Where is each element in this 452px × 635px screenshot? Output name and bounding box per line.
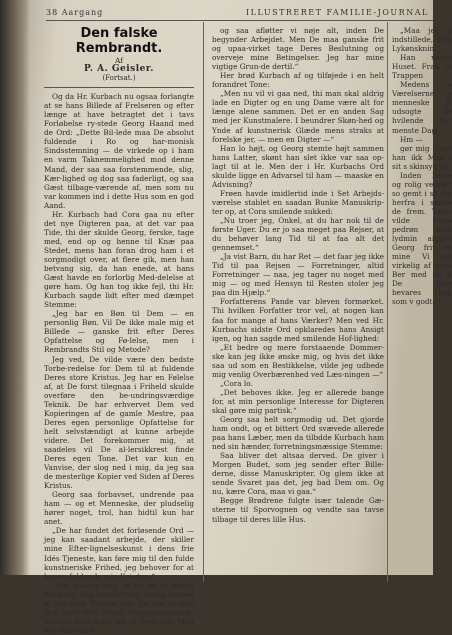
paragraph: „De har fundet det forløsende Ord — jeg kan saadant arbejde, der skiller mine Efter-lignelseskunst i dens frie Idés Tjeneste, kan føre mig til den fulde kunstneriske Frihed, jeg behover for at kunne fuldende min Kri-stus.“	[44, 526, 194, 581]
paragraph: „Men nu vil vi gaa ned, thi man skal aldrig lade en Digter og en ung Dame være alt for længe alene sammen. Det er en anden Sag med jer Kunstmalere. I beundrer Skøn-hed og Ynde af kunstnerisk Glæde mens straks at forelske jer, — men en Digter —“	[212, 89, 384, 144]
column-divider	[203, 22, 204, 582]
masthead-title: ILLUSTRERET FAMILIE-JOURNAL	[246, 8, 429, 17]
paragraph: „Cora lo.	[220, 378, 253, 388]
article-author: P. A. Geisler.	[84, 64, 154, 75]
paragraph: „Jeg har en Bøn til Dem — en personlig Bøn. Vil De ikke male mig et Billede — ganske frit efter Deres Opfattelse og Fø-lelse, men i Rembrandts Stil og Metode?	[44, 309, 194, 355]
paragraph: „Det behoves ikke. Jeg er allerede bange for, at min personlige Interesse for Digteren skal gøre mig partisk.“	[212, 387, 384, 415]
paragraph: Han lo højt, og Georg stemte højt sammen hans Latter, skønt han slet ikke var saa op-lagt til at le. Men der i Hr. Kurbachs Ord skulde ligge en Advarsel til ham — maaske en Advisning?	[212, 143, 384, 189]
paragraph: „Maa jeg c indstillede, elsk Lykønsknin	[392, 26, 452, 54]
paragraph: Han vendt Huset. Fran til Trappen	[392, 53, 452, 81]
paragraph: „Et bedre og mere forstaaende Dommer-ske kan jeg ikke ønske mig, og hvis det ikke saa ud som en Bestikkelse, vilde jeg udbede mig venlig Overbærenhed ved Læs-ningen —“	[212, 342, 384, 379]
paragraph: Forfatterens Pande var bleven formørket. Thi hvilken Forfatter tror vel, at nogen kan faa for mange af hans Værker? Men ved Hr. Kurbachs sidste Ord opklaredes hans Ansigt igen, og han sagde med smilende Hof-lighed:	[212, 297, 384, 343]
column-3-cropped	[392, 26, 452, 306]
article-title: Den falske Rembrandt.	[75, 26, 163, 56]
paragraph: Inden Rejse og rolig venner, so gemt i sit Og herfra i sønde de frem. Tank- vilde være pedrøn maa lydmin aigjørt Georg frit ra mine Vi sig virkelig af hans Ber med de g De Nær bevares Ting, som v godt.	[392, 170, 452, 307]
paragraph: Hr. Kurbach had Cora gaa nu efter det nye Digteren paa, at det var paa Tide, thi der skulde Georg, ferske, tage med, end op og henne til Knæ paa Stedet, mens han foran drog ham i et sorgmodigt over, at flere gik, men han betvang sig, da han enede, at hans Gæst havde en forlorlig Med-delelse at gøre ham. Og han tog ikke fejl, thi Hr. Kurbach sagde lidt efter med dæmpet Stemme:	[44, 209, 194, 310]
article-byline: Af	[114, 56, 124, 65]
book-spine-shadow	[0, 0, 30, 575]
paragraph: Frøen havde imidlertid inde i Set Arbejds-værelse stablet en saadan Bunke Manuskrip-ter op, at Cora smilende sukked:	[212, 188, 384, 216]
paragraph: Og da Hr. Kurbach nu ogsaa forlangte at se hans Billede af Frelseren og efter længe at have betragtet det i tavs Forløbelse ry-stede Georg Haand med de Ord: „Dette Bil-lede maa De absolut fuldende i Ro og har-monisk Sindsstemning — de virkede op i ham en varm Taknemmelighed mod denne Mand, der saa saa forstemmende, slig, Kær-lighed og dog saa faderligt, og saa Gæst tilbage-værende af, men som nu var kommen ind i dette Hus som en god Aand.	[44, 92, 194, 210]
paragraph: Hm —	[400, 134, 423, 144]
paragraph: gør mig o var han ikk Men i sit s skinsyg pa	[392, 143, 452, 171]
page-header	[46, 6, 433, 21]
column-1	[44, 26, 194, 635]
paragraph: Saa bliver det altsaa derved. De giver i Morgen Budet, som jeg sender efter Bille-derne, disse Manuskripter. Og glem ikke at sende Svaret paa det, jeg bad Dem om. Og nu, kære Cora, maa vi gaa.“	[212, 451, 384, 497]
paragraph: „Nu troer jeg, Onkel, at du har nok til de første Uger. Du er jo saa meget paa Rejser, at du behøver lang Tid til at faa alt det gennemset.“	[212, 215, 384, 253]
paragraph: Her brød Kurbach af og tilføjede i en helt forandret Tone:	[212, 71, 384, 90]
paragraph: „Det glæder mig, at De er af denne Me-ning. Saa bestiller jeg altsaa herved et saa-dant Billede som De saa at sige skal male efter Deres Rembrandtteknik. Molivet over-lader jeg til Dem selv. Men det skal være	[44, 580, 194, 635]
title-rule	[44, 87, 194, 88]
paragraph: Medens b Værelserne e menneske H udsogte de hvilende far-menste Dag.	[392, 80, 452, 135]
column-divider	[387, 22, 388, 582]
paragraph: og saa afløtter vi nøje alt, inden De begynder Arbejdet. Men De maa ganske frit og upaa-virket tage Deres Beslutning og overveje mine Betingelser. Jeg har mine vigtige Grun-de dertil.“	[212, 26, 384, 72]
paragraph: Georg saa forbavset, undrende paa ham — og et Menneske, der pludselig hører noget, trol, han hidtil kun har anet.	[44, 490, 194, 527]
article-continued: (Fortsat.)	[102, 74, 136, 83]
paragraph: „Ja vist Barn, du har Ret — det faar jeg ikke Tid til paa Rejsen — Forretninger, altid Forretninger — naa, jeg tager nu noget med mig — og med Hensyn til Resten stoler jeg paa din Hjælp.“	[212, 252, 384, 298]
column-2	[212, 26, 384, 524]
paragraph: Jeg ved, De vilde være den bedste Torbe-redelse for Dem til at fuldende Deres store Kristus. Jeg har en Følelse af, at De forst tilegnaa i Friheld skulde overføre den be-undringsværdige Teknik. De har erhvervet Dem ved Kopieringen af de gamle Mestre, paa Deres egen personlige Opfattelse for helt selvstændigt at kunne arbejde videre. Det forekommer mig, at saadeles vil De al-lersikkrest finde Deres egen Tone. Det var kun en Vanvise, der slog ned i mig, da jeg saa de mesterlige Kopier ved Siden af Deres Kristus.	[44, 354, 194, 491]
paragraph: Begge Brødrene fulgte især talende Gæ-sterne til Sporvognen og vendte saa tavse tilbage til deres lille Hus.	[212, 496, 384, 524]
paragraph: Georg saa helt sorgmodig ud. Det gjorde ham ondt, og et bittert Ord svævede allerede paa hans Læber, men da tilbdde Kurbach ham ned sin hænder, forretningsmæssige Stemme:	[212, 415, 384, 452]
volume-label: 38 Aargang	[46, 8, 104, 17]
